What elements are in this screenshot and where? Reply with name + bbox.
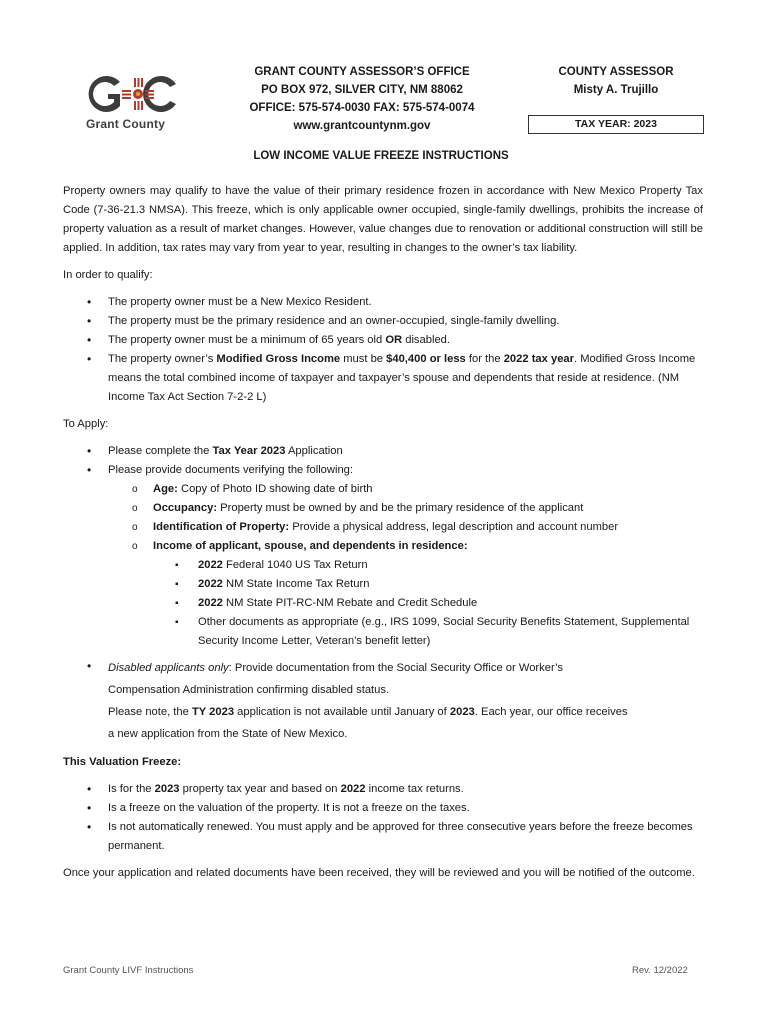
list-item: • The property owner must be a New Mexico Resident. xyxy=(63,293,703,312)
list-item: ▪ 2022 Federal 1040 US Tax Return xyxy=(63,556,703,575)
document-body xyxy=(63,182,703,883)
document-title: LOW INCOME VALUE FREEZE INSTRUCTIONS xyxy=(253,150,509,162)
list-item: • Is for the 2023 property tax year and based on 2022 income tax returns. xyxy=(63,780,703,799)
list-item: • The property owner must be a minimum of 65 years old OR disabled. xyxy=(63,331,703,350)
list-item: ▪ 2022 NM State PIT-RC-NM Rebate and Credit Schedule xyxy=(63,594,703,613)
document-requirements-list xyxy=(63,480,703,556)
list-item: o Age: Copy of Photo ID showing date of birth xyxy=(63,480,703,499)
office-website[interactable]: www.grantcountynm.gov xyxy=(293,120,431,132)
office-info xyxy=(228,63,496,135)
list-item: • Disabled applicants only: Provide documentation from the Social Security Office or Worker’s Compensation Administration confirming disabled status. Please note, the TY 2023 application is not available until January of 2023. Each year, our office receives a new application from the State of New Mexico. xyxy=(63,657,703,745)
freeze-list xyxy=(63,780,703,856)
footer-revision: Rev. 12/2022 xyxy=(632,965,688,976)
gc-zia-logo-icon xyxy=(80,68,190,118)
qualify-heading: In order to qualify: xyxy=(63,269,153,281)
assessor-name: Misty A. Trujillo xyxy=(573,84,659,96)
intro-paragraph: Property owners may qualify to have the value of their primary residence frozen in accordance with New Mexico Property Tax Code (7-36-21.3 NMSA). This freeze, which is only applicable owner occupied, single-family dwellings, prohibits the increase of property valuation as a result of market changes. However, value changes due to renovation or additional construction will still be applied. In addition, tax rates may vary from year to year, resulting in changes to the owner’s tax liability. xyxy=(63,185,703,254)
apply-heading: To Apply: xyxy=(63,418,109,430)
list-item: • Is not automatically renewed. You must apply and be approved for three consecutive years before the freeze becomes permanent. xyxy=(63,818,703,856)
office-name: GRANT COUNTY ASSESSOR’S OFFICE xyxy=(254,66,470,78)
freeze-heading: This Valuation Freeze: xyxy=(63,756,182,768)
office-address: PO BOX 972, SILVER CITY, NM 88062 xyxy=(261,84,463,96)
list-item: • Is a freeze on the valuation of the property. It is not a freeze on the taxes. xyxy=(63,799,703,818)
list-item: • The property owner’s Modified Gross Income must be $40,400 or less for the 2022 tax year. Modified Gross Income means the total combined income of taxpayer and taxpayer’s spouse and dependents that reside at residence. (NM Income Tax Act Section 7-2-2 L) xyxy=(63,350,703,407)
office-phone: OFFICE: 575-574-0030 FAX: 575-574-0074 xyxy=(249,102,475,114)
list-item: o Occupancy: Property must be owned by and be the primary residence of the applicant xyxy=(63,499,703,518)
closing-paragraph: Once your application and related documents have been received, they will be reviewed and you will be notified of the outcome. xyxy=(63,867,695,879)
logo-caption: Grant County xyxy=(86,117,166,131)
list-item: • Please complete the Tax Year 2023 Application xyxy=(63,442,703,461)
apply-list xyxy=(63,442,703,480)
list-item: • Please provide documents verifying the following: xyxy=(63,461,703,480)
list-item: • The property must be the primary residence and an owner-occupied, single-family dwelling. xyxy=(63,312,703,331)
assessor-info xyxy=(530,63,702,99)
footer-document-name: Grant County LIVF Instructions xyxy=(63,965,194,976)
list-item: ▪ Other documents as appropriate (e.g., IRS 1099, Social Security Benefits Statement, Supplemental Security Income Letter, Veteran’s benefit letter) xyxy=(63,613,703,651)
qualify-list xyxy=(63,293,703,407)
income-documents-list xyxy=(63,556,703,651)
list-item: ▪ 2022 NM State Income Tax Return xyxy=(63,575,703,594)
disabled-applicants-list xyxy=(63,657,703,745)
assessor-title: COUNTY ASSESSOR xyxy=(558,66,674,78)
list-item: o Income of applicant, spouse, and dependents in residence: xyxy=(63,537,703,556)
tax-year-box: TAX YEAR: 2023 xyxy=(528,115,704,134)
list-item: o Identification of Property: Provide a physical address, legal description and account number xyxy=(63,518,703,537)
